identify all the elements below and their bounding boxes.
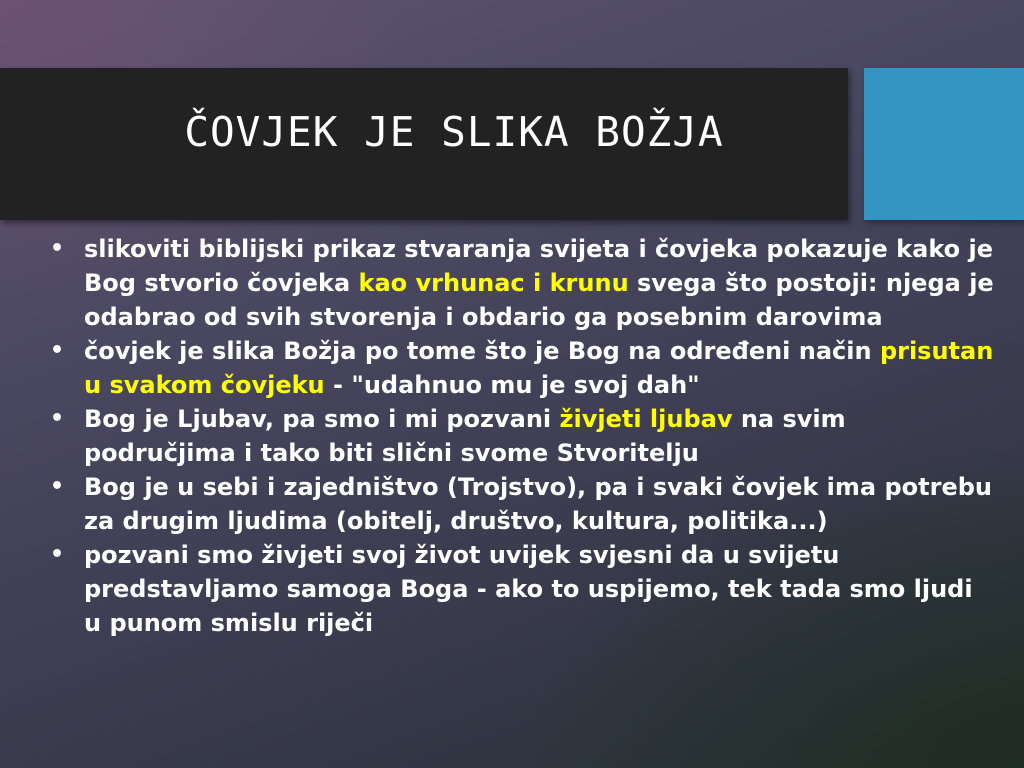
bullet-item-5 <box>44 538 994 640</box>
bullet-dot-icon: • <box>50 406 65 431</box>
bullet-text: čovjek je slika Božja po tome što je Bog na određeni način <box>84 337 880 365</box>
bullet-text: Bog je Ljubav, pa smo i mi pozvani <box>84 405 560 433</box>
bullet-item-1 <box>44 232 994 334</box>
bullet-dot-icon: • <box>50 338 65 363</box>
slide-title: ČOVJEK JE SLIKA BOŽJA <box>184 108 724 156</box>
bullet-text: - "udahnuo mu je svoj dah" <box>324 371 700 399</box>
bullet-item-2 <box>44 334 994 402</box>
bullet-text: slikoviti biblijski prikaz stvaranja svijeta i čovjeka pokazuje kako je Bog stvorio čovjeka <box>84 235 993 297</box>
bullet-highlight: kao vrhunac i krunu <box>358 269 629 297</box>
title-bar <box>0 68 848 220</box>
bullet-text: svega što postoji: njega je odabrao od svih stvorenja i obdario ga posebnim darovima <box>84 269 994 331</box>
bullet-dot-icon: • <box>50 236 65 261</box>
bullet-text: Bog je u sebi i zajedništvo (Trojstvo), pa i svaki čovjek ima potrebu za drugim ljudima (obitelj, društvo, kultura, politika...) <box>84 473 992 535</box>
bullet-dot-icon: • <box>50 542 65 567</box>
accent-box <box>864 68 1024 220</box>
bullet-dot-icon: • <box>50 474 65 499</box>
bullet-highlight: prisutan u svakom čovjeku <box>84 337 994 399</box>
bullet-item-4 <box>44 470 994 538</box>
bullet-highlight: živjeti ljubav <box>559 405 733 433</box>
bullet-text: pozvani smo živjeti svoj život uvijek svjesni da u svijetu predstavljamo samoga Boga - ako to uspijemo, tek tada smo ljudi u punom smislu riječi <box>84 541 973 637</box>
bullet-item-3 <box>44 402 994 470</box>
bullet-list <box>44 232 994 640</box>
bullet-text: na svim područjima i tako biti slični svome Stvoritelju <box>84 405 846 467</box>
slide-content <box>44 232 994 752</box>
